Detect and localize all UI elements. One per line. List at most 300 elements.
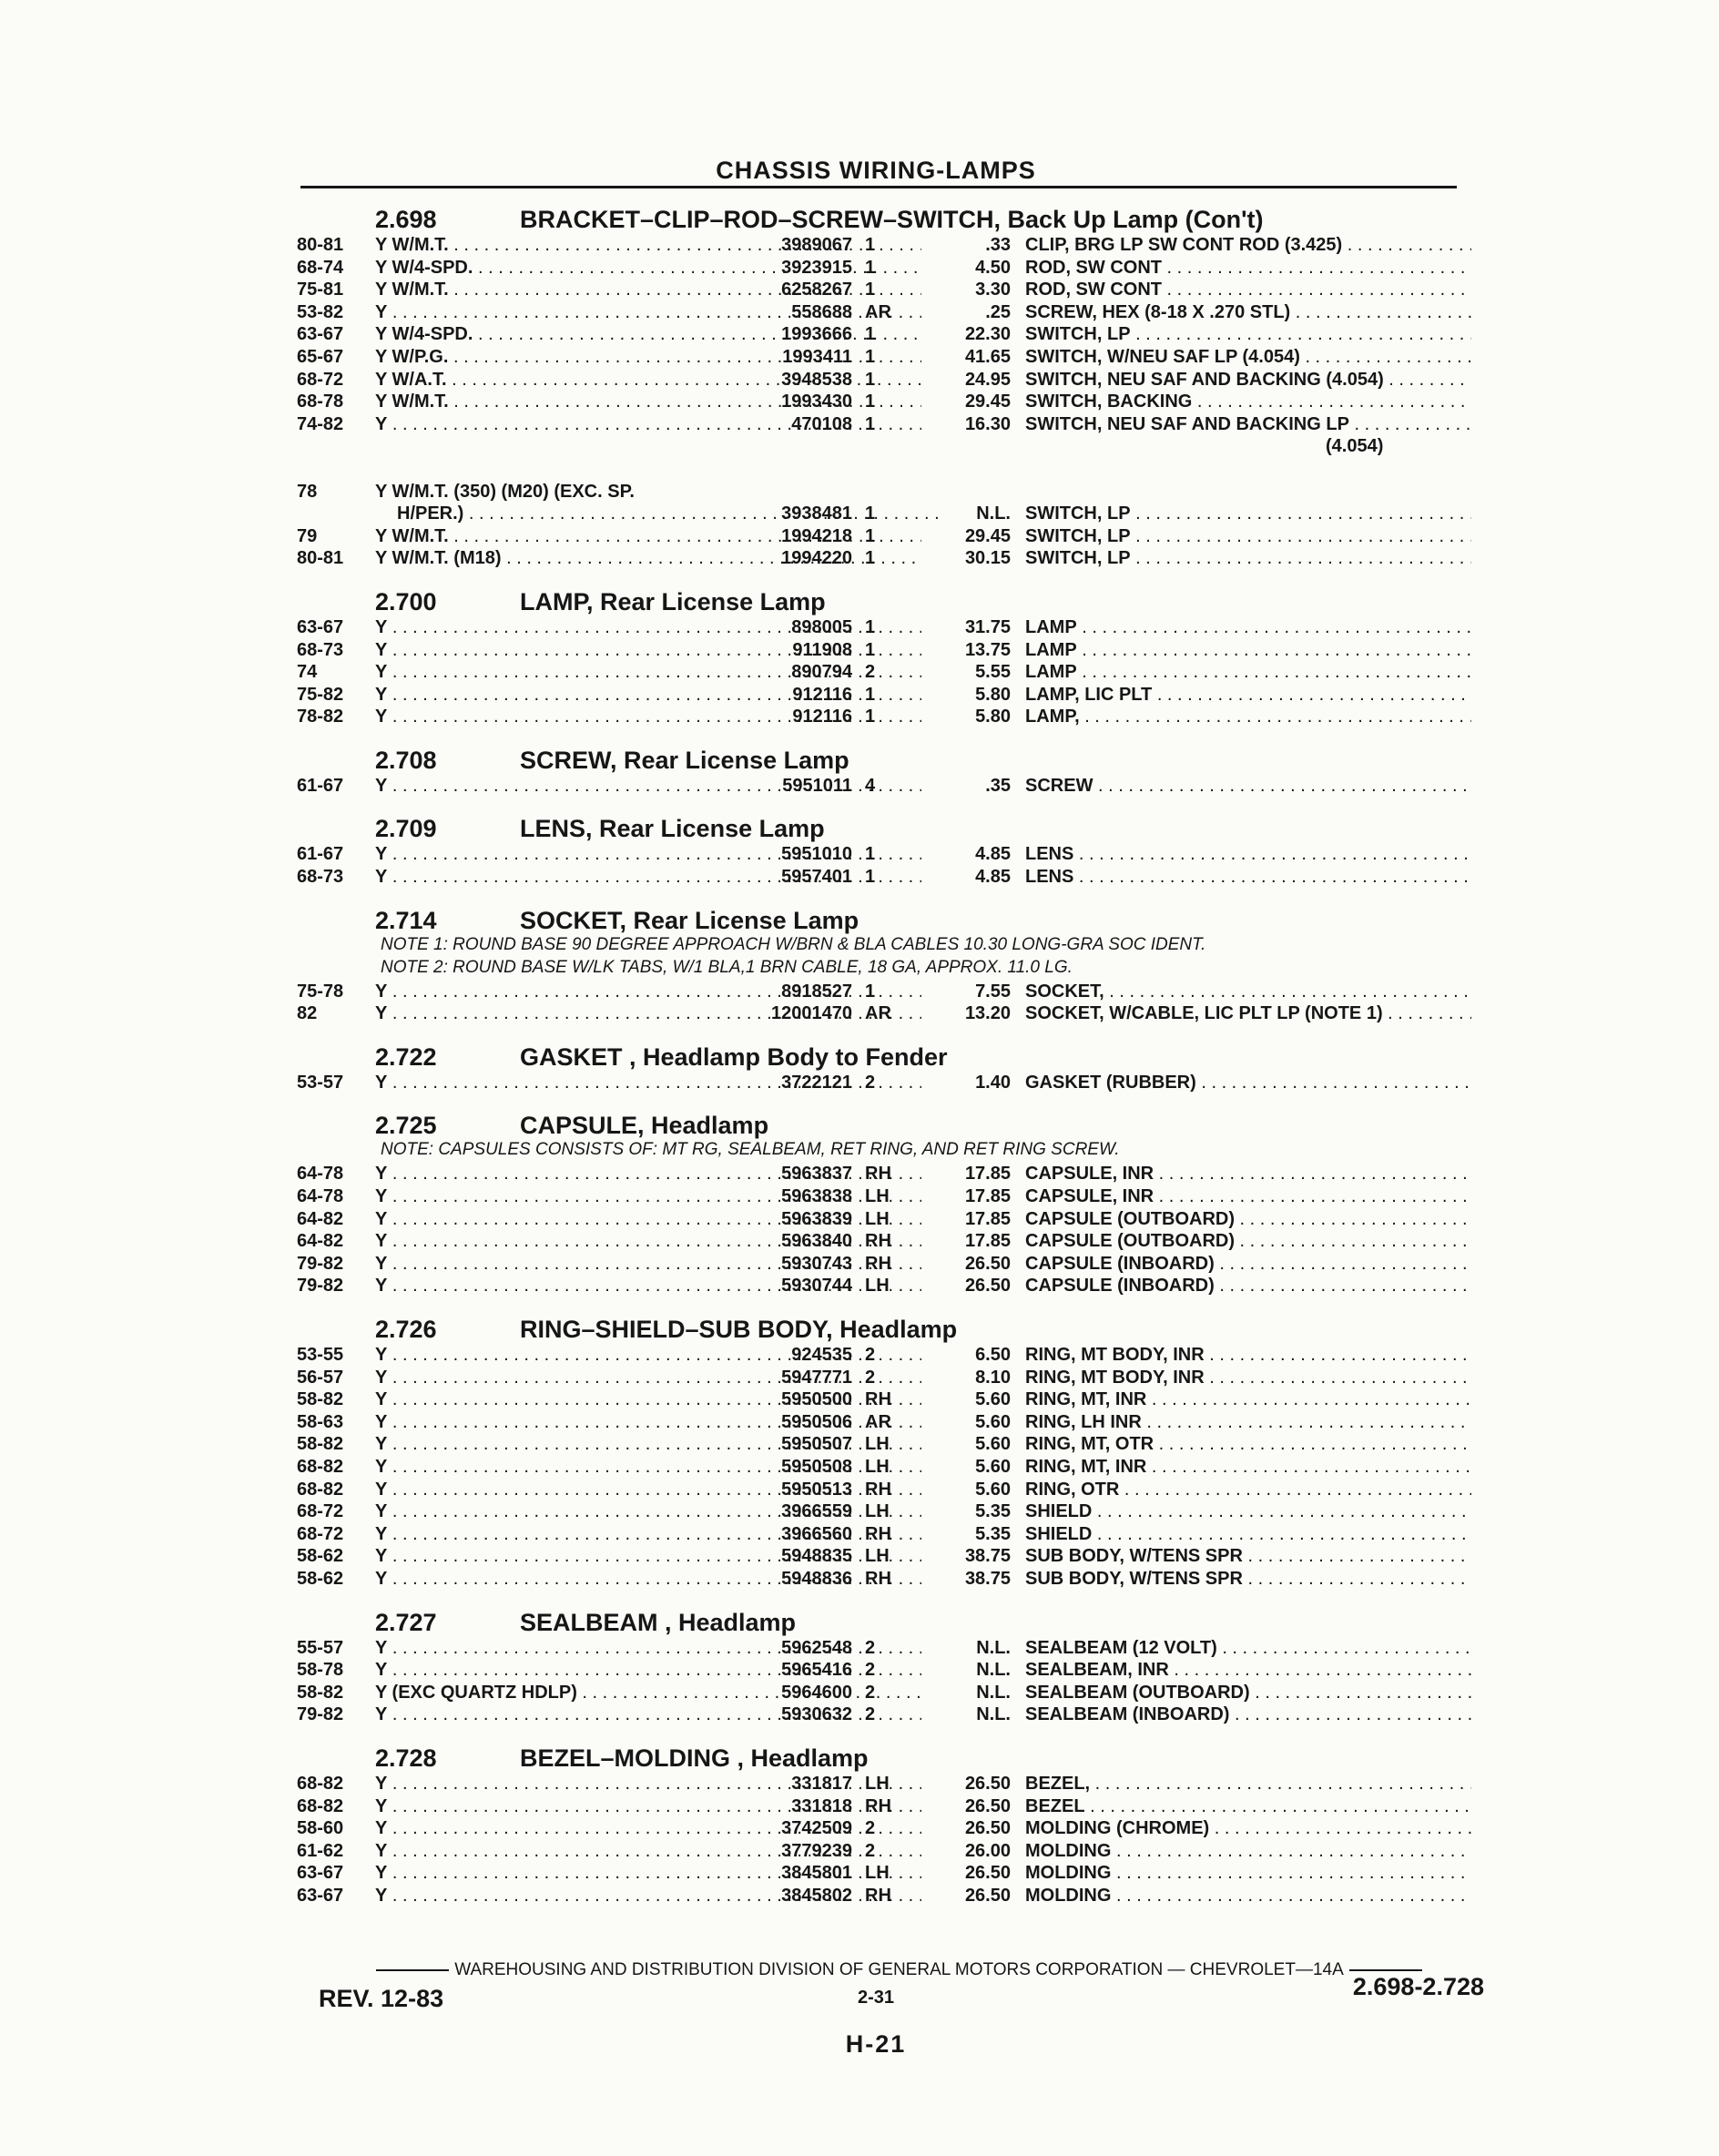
part-description: CAPSULE, INR . . .	[1025, 1163, 1471, 1185]
part-row	[297, 1433, 1471, 1456]
part-number: 5964600	[781, 1682, 852, 1703]
model-years: 74-82	[297, 413, 344, 434]
price: 24.95	[964, 369, 1011, 390]
part-row	[297, 503, 1471, 525]
part-description: RING, OTR . . .	[1025, 1479, 1471, 1500]
price: 5.60	[975, 1456, 1011, 1477]
part-row	[297, 843, 1471, 866]
part-description: MOLDING (CHROME) . . .	[1025, 1817, 1471, 1839]
part-description: MOLDING . . .	[1025, 1885, 1471, 1907]
model-application: Y . . .	[375, 843, 921, 865]
price: N.L.	[976, 1704, 1011, 1725]
part-row	[297, 1163, 1471, 1185]
model-years: 68-82	[297, 1773, 344, 1794]
model-application: Y . . .	[375, 1208, 921, 1230]
part-description: SCREW . . .	[1025, 775, 1471, 797]
part-number: 912116	[792, 684, 852, 705]
model-application: Y W/M.T. (M18) . . .	[375, 547, 921, 569]
model-years: 68-82	[297, 1795, 344, 1816]
model-application: Y . . .	[375, 1411, 921, 1433]
model-years: 63-67	[297, 616, 344, 637]
h-page-number: H-21	[845, 2030, 907, 2058]
quantity: 1	[865, 548, 876, 569]
price: 5.60	[975, 1434, 1011, 1455]
part-number: 5947771	[781, 1367, 852, 1388]
part-description: SWITCH, NEU SAF AND BACKING (4.054) . . .	[1025, 369, 1471, 391]
section-number: 2.726	[375, 1316, 437, 1343]
price: 26.00	[964, 1840, 1011, 1861]
section-2.725	[297, 1108, 1471, 1297]
part-row	[297, 1411, 1471, 1434]
price: 29.45	[964, 392, 1011, 412]
model-years: 61-62	[297, 1840, 344, 1861]
part-row	[297, 981, 1471, 1003]
section-heading	[297, 743, 1471, 775]
quantity: 1	[865, 280, 876, 300]
part-row	[297, 866, 1471, 889]
model-application: Y . . .	[375, 1568, 921, 1590]
part-row	[297, 391, 1471, 413]
model-application: Y W/M.T. (350) (M20) (EXC. SP.	[375, 481, 635, 502]
quantity: LH	[865, 1434, 890, 1455]
part-row	[297, 413, 1471, 436]
part-description: SEALBEAM (OUTBOARD) . . .	[1025, 1682, 1471, 1703]
section-title: LAMP, Rear License Lamp	[520, 587, 826, 615]
price: 5.60	[975, 1411, 1011, 1432]
model-application: Y . . .	[375, 639, 921, 661]
model-application: Y . . .	[375, 775, 921, 797]
price: 4.85	[975, 867, 1011, 888]
model-years: 64-78	[297, 1186, 344, 1207]
model-application: Y . . .	[375, 1817, 921, 1839]
part-number: 3722121	[781, 1072, 852, 1093]
quantity: RH	[865, 1795, 891, 1816]
part-description: MOLDING . . .	[1025, 1862, 1471, 1884]
price: 26.50	[964, 1863, 1011, 1884]
part-description: SWITCH, LP . . .	[1025, 503, 1471, 524]
model-application: Y . . .	[375, 1230, 921, 1252]
section-note: NOTE 2: ROUND BASE W/LK TABS, W/1 BLA,1 BRN CABLE, 18 GA, APPROX. 11.0 LG.	[381, 957, 1073, 977]
quantity: 2	[865, 1367, 876, 1388]
section-number: 2.698	[375, 206, 437, 233]
part-description: LAMP, . . .	[1025, 706, 1471, 727]
model-years: 64-82	[297, 1208, 344, 1229]
quantity: 1	[865, 867, 876, 888]
model-years: 80-81	[297, 548, 344, 569]
section-2.714	[297, 903, 1471, 1025]
price: 13.20	[964, 1003, 1011, 1024]
part-row	[297, 706, 1471, 728]
quantity: 1	[865, 413, 876, 434]
model-application: Y . . .	[375, 1523, 921, 1545]
model-years: 75-81	[297, 280, 344, 300]
model-application: Y . . .	[375, 1163, 921, 1185]
price: 6.50	[975, 1345, 1011, 1365]
section-title: CAPSULE, Headlamp	[520, 1112, 769, 1140]
model-application: Y . . .	[375, 1840, 921, 1862]
model-application: Y W/A.T. . . .	[375, 369, 921, 391]
model-years: 58-60	[297, 1818, 344, 1839]
quantity: RH	[865, 1164, 891, 1185]
model-application: Y W/M.T. . . .	[375, 279, 921, 300]
part-row	[297, 1230, 1471, 1253]
quantity: LH	[865, 1501, 890, 1522]
part-row	[297, 1523, 1471, 1546]
part-number: 3966560	[781, 1523, 852, 1544]
model-years: 68-82	[297, 1456, 344, 1477]
model-years: 79-82	[297, 1253, 344, 1274]
model-application: Y . . .	[375, 1367, 921, 1388]
quantity: 1	[865, 392, 876, 412]
part-description: BEZEL . . .	[1025, 1795, 1471, 1817]
part-description: SWITCH, LP . . .	[1025, 547, 1471, 569]
part-description: CAPSULE, INR . . .	[1025, 1185, 1471, 1207]
part-row	[297, 1479, 1471, 1501]
model-years: 82	[297, 1003, 318, 1024]
price: 17.85	[964, 1231, 1011, 1252]
part-description: SHIELD . . .	[1025, 1500, 1471, 1522]
model-years: 58-62	[297, 1546, 344, 1567]
model-years: 79-82	[297, 1276, 344, 1297]
part-row	[297, 346, 1471, 369]
price: .35	[985, 775, 1011, 796]
part-row	[297, 1367, 1471, 1389]
part-number: 5950508	[781, 1456, 852, 1477]
part-row	[297, 1885, 1471, 1907]
part-description: CLIP, BRG LP SW CONT ROD (3.425) . . .	[1025, 234, 1471, 256]
part-description: SEALBEAM, INR . . .	[1025, 1659, 1471, 1681]
model-application: Y . . .	[375, 1388, 921, 1410]
section-heading	[297, 903, 1471, 935]
part-row	[297, 257, 1471, 280]
model-years: 58-82	[297, 1389, 344, 1410]
part-description: RING, MT BODY, INR . . .	[1025, 1367, 1471, 1388]
section-number: 2.708	[375, 746, 437, 774]
price: 31.75	[964, 616, 1011, 637]
section-2.728	[297, 1741, 1471, 1907]
model-years: 68-72	[297, 369, 344, 390]
part-number: 3938481	[781, 503, 852, 524]
price: N.L.	[976, 1637, 1011, 1658]
section-title: RING–SHIELD–SUB BODY, Headlamp	[520, 1316, 958, 1343]
section-heading	[297, 585, 1471, 616]
part-row	[297, 1840, 1471, 1863]
part-row	[297, 1545, 1471, 1568]
quantity: LH	[865, 1863, 890, 1884]
part-row	[297, 1500, 1471, 1523]
quantity: RH	[865, 1389, 891, 1410]
part-row	[297, 661, 1471, 684]
quantity: 2	[865, 1704, 876, 1725]
part-row	[297, 369, 1471, 392]
part-description: CAPSULE (INBOARD) . . .	[1025, 1253, 1471, 1275]
model-application: Y . . .	[375, 1545, 921, 1567]
section-title: SCREW, Rear License Lamp	[520, 746, 849, 774]
section-number: 2.700	[375, 587, 437, 615]
quantity: 1	[865, 616, 876, 637]
price: 22.30	[964, 324, 1011, 345]
model-years: 79-82	[297, 1704, 344, 1725]
part-description: LAMP . . .	[1025, 639, 1471, 661]
model-years: 55-57	[297, 1637, 344, 1658]
part-description: ROD, SW CONT . . .	[1025, 257, 1471, 279]
price: 30.15	[964, 548, 1011, 569]
model-application: Y . . .	[375, 1456, 921, 1478]
quantity: 2	[865, 1682, 876, 1703]
part-number: 5930632	[781, 1704, 852, 1725]
part-description: LAMP . . .	[1025, 616, 1471, 638]
model-years: 79	[297, 525, 318, 546]
price: 1.40	[975, 1072, 1011, 1093]
part-number: 3923915	[781, 257, 852, 278]
price: 26.50	[964, 1795, 1011, 1816]
model-application: Y . . .	[375, 1433, 921, 1455]
section-heading	[297, 202, 1471, 234]
model-application: H/PER.) . . .	[397, 503, 943, 524]
model-years: 68-72	[297, 1501, 344, 1522]
part-description: SWITCH, BACKING . . .	[1025, 391, 1471, 412]
part-number: 8918527	[781, 981, 852, 1002]
model-years: 68-73	[297, 639, 344, 660]
price: N.L.	[976, 1682, 1011, 1703]
section-title: BEZEL–MOLDING , Headlamp	[520, 1744, 869, 1772]
footer-rule-left	[376, 1969, 449, 1971]
part-number: 470108	[791, 413, 852, 434]
part-number: 331818	[791, 1795, 852, 1816]
section-note: NOTE: CAPSULES CONSISTS OF: MT RG, SEALBEAM, RET RING, AND RET RING SCREW.	[381, 1140, 1120, 1160]
model-application: Y . . .	[375, 1659, 921, 1681]
model-application: Y . . .	[375, 1185, 921, 1207]
quantity: 2	[865, 662, 876, 683]
part-row	[297, 1637, 1471, 1660]
part-number: 6258267	[781, 280, 852, 300]
price: 38.75	[964, 1568, 1011, 1589]
part-number: 331817	[791, 1773, 852, 1794]
price: 5.60	[975, 1479, 1011, 1500]
part-row	[297, 775, 1471, 798]
part-row	[297, 1072, 1471, 1094]
part-number: 3989067	[781, 235, 852, 255]
quantity: LH	[865, 1208, 890, 1229]
part-description: SWITCH, W/NEU SAF LP (4.054) . . .	[1025, 346, 1471, 368]
model-years: 75-82	[297, 684, 344, 705]
model-application: Y . . .	[375, 1795, 921, 1817]
model-application: Y . . .	[375, 1479, 921, 1500]
section-title: SEALBEAM , Headlamp	[520, 1608, 797, 1636]
price: 5.60	[975, 1389, 1011, 1410]
section-number: 2.725	[375, 1112, 437, 1140]
part-number: 5965416	[781, 1660, 852, 1681]
part-number: 5950500	[781, 1389, 852, 1410]
model-application: Y . . .	[375, 616, 921, 638]
part-number: 5963839	[781, 1208, 852, 1229]
quantity: RH	[865, 1231, 891, 1252]
part-description: SEALBEAM (12 VOLT) . . .	[1025, 1637, 1471, 1659]
quantity: LH	[865, 1276, 890, 1297]
quantity: 1	[865, 684, 876, 705]
section-number: 2.714	[375, 906, 437, 934]
model-application: Y . . .	[375, 684, 921, 706]
quantity: AR	[865, 1003, 891, 1024]
part-number: 558688	[791, 301, 852, 322]
section-heading	[297, 811, 1471, 843]
page-title: CHASSIS WIRING-LAMPS	[716, 157, 1036, 184]
part-row	[297, 1253, 1471, 1276]
model-application: Y . . .	[375, 1885, 921, 1907]
quantity: 2	[865, 1660, 876, 1681]
quantity: LH	[865, 1456, 890, 1477]
model-application: Y . . .	[375, 1500, 921, 1522]
part-row	[297, 1862, 1471, 1885]
part-description: SUB BODY, W/TENS SPR . . .	[1025, 1568, 1471, 1590]
part-number: 5963837	[781, 1164, 852, 1185]
quantity: 1	[865, 324, 876, 345]
model-application: Y W/4-SPD. . . .	[375, 257, 921, 279]
quantity: RH	[865, 1885, 891, 1906]
section-title: BRACKET–CLIP–ROD–SCREW–SWITCH, Back Up Lamp (Con't)	[520, 206, 1264, 233]
part-row	[297, 301, 1471, 324]
part-number: 1994220	[781, 548, 852, 569]
part-row	[297, 684, 1471, 707]
model-years: 74	[297, 662, 318, 683]
section-number: 2.728	[375, 1744, 437, 1772]
part-number: 5950507	[781, 1434, 852, 1455]
model-years: 63-67	[297, 324, 344, 345]
price: 26.50	[964, 1253, 1011, 1274]
quantity: 1	[865, 235, 876, 255]
part-number: 5951011	[782, 775, 852, 796]
section-2.722	[297, 1040, 1471, 1094]
price: 29.45	[964, 525, 1011, 546]
revision-label: REV. 12-83	[319, 1985, 444, 2012]
section-2.708	[297, 743, 1471, 798]
model-years: 78-82	[297, 707, 344, 727]
quantity: 2	[865, 1818, 876, 1839]
part-description: SHIELD . . .	[1025, 1523, 1471, 1545]
price: 4.85	[975, 844, 1011, 865]
part-description: SEALBEAM (INBOARD) . . .	[1025, 1703, 1471, 1725]
quantity: 1	[865, 503, 876, 524]
model-years: 68-82	[297, 1479, 344, 1500]
part-row	[297, 234, 1471, 257]
section-heading	[297, 1605, 1471, 1637]
part-description: CAPSULE (OUTBOARD) . . .	[1025, 1230, 1471, 1252]
part-description: SCREW, HEX (8-18 X .270 STL) . . .	[1025, 301, 1471, 323]
quantity: 1	[865, 369, 876, 390]
price: 8.10	[975, 1367, 1011, 1388]
section-heading	[297, 1741, 1471, 1773]
section-2.700	[297, 585, 1471, 728]
quantity: LH	[865, 1773, 890, 1794]
section-title: GASKET , Headlamp Body to Fender	[520, 1042, 948, 1071]
part-number: 5957401	[781, 867, 852, 888]
part-row	[297, 1703, 1471, 1726]
model-years: 56-57	[297, 1367, 344, 1388]
part-number: 5963838	[781, 1186, 852, 1207]
part-description: RING, MT, INR . . .	[1025, 1388, 1471, 1410]
parts-list	[297, 202, 1471, 1907]
part-number: 912116	[792, 707, 852, 727]
quantity: 1	[865, 257, 876, 278]
part-row	[297, 1344, 1471, 1367]
price: 26.50	[964, 1773, 1011, 1794]
model-application: Y . . .	[375, 1637, 921, 1659]
part-number: 1994218	[781, 525, 852, 546]
price: N.L.	[976, 503, 1011, 524]
part-number: 5950513	[781, 1479, 852, 1500]
part-number: 5948836	[781, 1568, 852, 1589]
part-description: LAMP . . .	[1025, 661, 1471, 683]
quantity: RH	[865, 1568, 891, 1589]
part-number: 12001470	[771, 1003, 852, 1024]
model-years: 58-82	[297, 1682, 344, 1703]
part-number: 5930744	[781, 1276, 852, 1297]
part-number: 1993666	[781, 324, 852, 345]
quantity: 1	[865, 346, 876, 367]
model-years: 80-81	[297, 235, 344, 255]
footer-division-text: WAREHOUSING AND DISTRIBUTION DIVISION OF GENERAL MOTORS CORPORATION — CHEVROLET—14A	[454, 1960, 1344, 1979]
part-row	[297, 616, 1471, 639]
quantity: 2	[865, 1637, 876, 1658]
part-description: RING, LH INR . . .	[1025, 1411, 1471, 1433]
part-description: LENS . . .	[1025, 843, 1471, 865]
part-row	[297, 1002, 1471, 1025]
model-application: Y . . .	[375, 413, 921, 435]
part-number: 898005	[791, 616, 852, 637]
price: 4.50	[975, 257, 1011, 278]
quantity: 2	[865, 1072, 876, 1093]
part-number: 5963840	[781, 1231, 852, 1252]
model-application: Y . . .	[375, 866, 921, 888]
model-years: 58-78	[297, 1660, 344, 1681]
part-row	[297, 1275, 1471, 1297]
part-row	[297, 323, 1471, 346]
quantity: 1	[865, 525, 876, 546]
part-description: SWITCH, LP . . .	[1025, 525, 1471, 547]
part-row	[297, 547, 1471, 570]
quantity: AR	[865, 1411, 891, 1432]
part-row	[297, 1456, 1471, 1479]
model-years: 68-72	[297, 1523, 344, 1544]
part-description: ROD, SW CONT . . .	[1025, 279, 1471, 300]
part-number: 5930743	[781, 1253, 852, 1274]
model-application: Y . . .	[375, 661, 921, 683]
part-number: 911908	[792, 639, 852, 660]
price: .25	[985, 301, 1011, 322]
part-description: (4.054)	[1326, 436, 1384, 457]
model-years: 63-67	[297, 1885, 344, 1906]
part-description: CAPSULE (INBOARD) . . .	[1025, 1275, 1471, 1297]
part-number: 890794	[791, 662, 852, 683]
model-years: 58-63	[297, 1411, 344, 1432]
price: 26.50	[964, 1276, 1011, 1297]
price: 13.75	[964, 639, 1011, 660]
section-2.709	[297, 811, 1471, 888]
part-number: 3845801	[781, 1863, 852, 1884]
quantity: 1	[865, 639, 876, 660]
price: 26.50	[964, 1885, 1011, 1906]
part-row	[297, 1817, 1471, 1840]
part-description: BEZEL, . . .	[1025, 1773, 1471, 1795]
section-heading	[297, 1040, 1471, 1072]
quantity: LH	[865, 1186, 890, 1207]
part-row	[297, 1682, 1471, 1704]
price: 5.55	[975, 662, 1011, 683]
part-row	[297, 481, 1471, 503]
quantity: 2	[865, 1345, 876, 1365]
part-number: 924535	[791, 1345, 852, 1365]
part-number: 5950506	[781, 1411, 852, 1432]
